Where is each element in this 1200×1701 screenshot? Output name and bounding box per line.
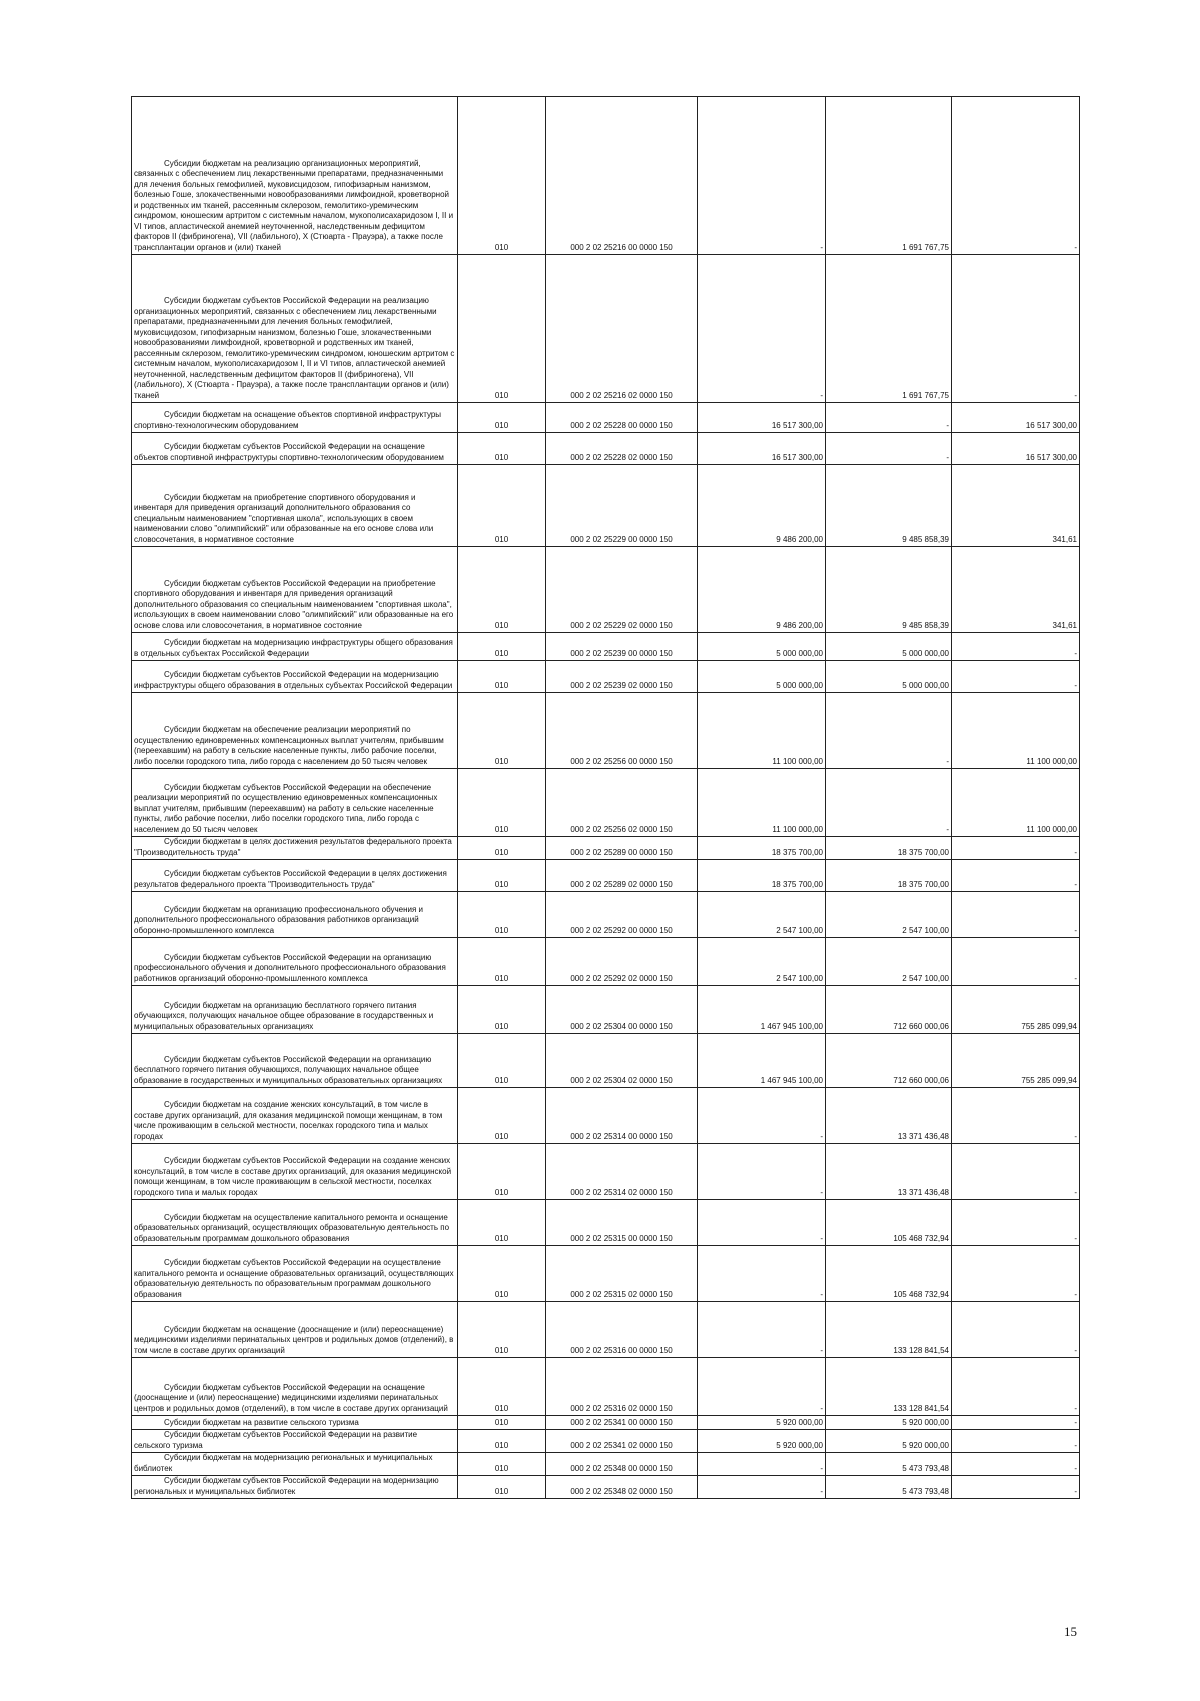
row-name-text: Субсидии бюджетам на приобретение спортивного оборудования и инвентаря для приведения организаций дополнительного образования со специальным наименованием "спортивная школа", использующих в своем наименовании слово "олимпийский" или образованные на его основе слова или словосочетания, в нормативное состояние xyxy=(134,492,434,544)
row-name-text: Субсидии бюджетам субъектов Российской Федерации на оснащение (дооснащение и (или) переоснащение) медицинскими изделиями перинатальных центров и родильных домов (отделений), в том числе в составе других организаций xyxy=(134,1382,448,1413)
row-executed-cell: 712 660 000,06 xyxy=(826,1034,952,1088)
row-name-text: Субсидии бюджетам на оснащение объектов спортивной инфраструктуры спортивно-технологическим оборудованием xyxy=(134,410,442,430)
table-row xyxy=(132,1453,1080,1476)
row-kbk-cell: 000 2 02 25216 02 0000 150 xyxy=(546,255,698,403)
row-code-cell: 010 xyxy=(458,837,546,860)
row-name-text: Субсидии бюджетам субъектов Российской Федерации на организацию профессионального обучения и дополнительного профессионального образования работников организаций оборонно-промышленного комплекса xyxy=(134,952,446,983)
row-unexecuted-cell: 11 100 000,00 xyxy=(952,693,1080,769)
row-approved-cell: 5 920 000,00 xyxy=(698,1430,826,1453)
table-row xyxy=(132,1088,1080,1144)
row-name-cell xyxy=(132,860,458,892)
row-unexecuted-cell: - xyxy=(952,1453,1080,1476)
row-kbk-cell: 000 2 02 25256 00 0000 150 xyxy=(546,693,698,769)
row-name-text: Субсидии бюджетам на обеспечение реализации мероприятий по осуществлению единовременных компенсационных выплат учителям, прибывшим (переехавшим) на работу в сельские населенные пункты, либо рабочие поселки, либо поселки городского типа, либо города с населением до 50 тысяч человек xyxy=(134,725,444,766)
page-number: 15 xyxy=(1064,1624,1077,1639)
row-name-cell xyxy=(132,1416,458,1430)
row-code-cell: 010 xyxy=(458,1416,546,1430)
row-executed-cell: 9 485 858,39 xyxy=(826,465,952,547)
row-approved-cell: - xyxy=(698,1088,826,1144)
row-executed-cell: 13 371 436,48 xyxy=(826,1088,952,1144)
row-approved-cell: 9 486 200,00 xyxy=(698,465,826,547)
table-row xyxy=(132,1430,1080,1453)
row-executed-cell: 712 660 000,06 xyxy=(826,986,952,1034)
row-kbk-cell: 000 2 02 25341 02 0000 150 xyxy=(546,1430,698,1453)
row-code-cell: 010 xyxy=(458,661,546,693)
row-approved-cell: 1 467 945 100,00 xyxy=(698,1034,826,1088)
row-unexecuted-cell: 341,61 xyxy=(952,547,1080,633)
row-name-text: Субсидии бюджетам субъектов Российской Федерации на осуществление капитального ремонта и оснащение образовательных организаций, осуществляющих образовательную деятельность по образовательным программам дошкольного образования xyxy=(134,1258,454,1299)
row-name-text: Субсидии бюджетам субъектов Российской Федерации на создание женских консультаций, в том числе в составе других организаций, для оказания медицинской помощи женщинам, в том числе проживающим в сельской местности, поселках городского типа и малых городах xyxy=(134,1156,452,1197)
row-name-cell xyxy=(132,97,458,255)
row-name-cell xyxy=(132,433,458,465)
row-executed-cell: 5 473 793,48 xyxy=(826,1476,952,1499)
row-kbk-cell: 000 2 02 25314 00 0000 150 xyxy=(546,1088,698,1144)
table-row xyxy=(132,403,1080,433)
row-executed-cell: 5 473 793,48 xyxy=(826,1453,952,1476)
row-unexecuted-cell: 755 285 099,94 xyxy=(952,1034,1080,1088)
row-approved-cell: 16 517 300,00 xyxy=(698,433,826,465)
row-approved-cell: 5 920 000,00 xyxy=(698,1416,826,1430)
row-name-cell xyxy=(132,1200,458,1246)
row-kbk-cell: 000 2 02 25228 00 0000 150 xyxy=(546,403,698,433)
row-name-text: Субсидии бюджетам субъектов Российской Федерации на приобретение спортивного оборудования и инвентаря для приведения организаций дополнительного образования со специальным наименованием "спортивная школа", использующих в своем наименовании слово "олимпийский" или образованные на его основе слова или словосочетания, в нормативное состояние xyxy=(134,578,454,630)
row-code-cell: 010 xyxy=(458,547,546,633)
row-approved-cell: - xyxy=(698,1246,826,1302)
table-row xyxy=(132,661,1080,693)
row-executed-cell: 105 468 732,94 xyxy=(826,1200,952,1246)
row-executed-cell: 9 485 858,39 xyxy=(826,547,952,633)
row-kbk-cell: 000 2 02 25229 02 0000 150 xyxy=(546,547,698,633)
row-unexecuted-cell: - xyxy=(952,938,1080,986)
row-kbk-cell: 000 2 02 25292 02 0000 150 xyxy=(546,938,698,986)
row-name-text: Субсидии бюджетам субъектов Российской Федерации на обеспечение реализации мероприятий по осуществлению единовременных компенсационных выплат учителям, прибывшим (переехавшим) на работу в сельские населенные пункты, либо рабочие поселки, либо поселки городского типа, либо города с населением до 50 тысяч человек xyxy=(134,782,438,834)
row-name-cell xyxy=(132,1144,458,1200)
table-row xyxy=(132,1358,1080,1416)
row-code-cell: 010 xyxy=(458,403,546,433)
row-unexecuted-cell: - xyxy=(952,892,1080,938)
row-name-cell xyxy=(132,1246,458,1302)
row-unexecuted-cell: 16 517 300,00 xyxy=(952,403,1080,433)
row-name-text: Субсидии бюджетам на развитие сельского туризма xyxy=(164,1417,359,1427)
row-code-cell: 010 xyxy=(458,1088,546,1144)
row-approved-cell: - xyxy=(698,255,826,403)
row-kbk-cell: 000 2 02 25316 00 0000 150 xyxy=(546,1302,698,1358)
row-unexecuted-cell: 341,61 xyxy=(952,465,1080,547)
table-row xyxy=(132,1200,1080,1246)
row-unexecuted-cell: - xyxy=(952,1358,1080,1416)
row-name-text: Субсидии бюджетам субъектов Российской Федерации на организацию бесплатного горячего питания обучающихся, получающих начальное общее образование в государственных и муниципальных образовательных организациях xyxy=(134,1054,443,1085)
row-kbk-cell: 000 2 02 25289 02 0000 150 xyxy=(546,860,698,892)
row-executed-cell: 18 375 700,00 xyxy=(826,837,952,860)
row-approved-cell: - xyxy=(698,1453,826,1476)
row-executed-cell: 2 547 100,00 xyxy=(826,938,952,986)
row-name-text: Субсидии бюджетам субъектов Российской Федерации на развитие сельского туризма xyxy=(134,1430,418,1450)
row-name-cell xyxy=(132,403,458,433)
row-executed-cell: 133 128 841,54 xyxy=(826,1302,952,1358)
row-unexecuted-cell: - xyxy=(952,97,1080,255)
table-row xyxy=(132,1302,1080,1358)
table-row xyxy=(132,465,1080,547)
row-code-cell: 010 xyxy=(458,1246,546,1302)
row-executed-cell: - xyxy=(826,693,952,769)
row-name-text: Субсидии бюджетам на модернизацию региональных и муниципальных библиотек xyxy=(134,1453,433,1473)
row-kbk-cell: 000 2 02 25229 00 0000 150 xyxy=(546,465,698,547)
table-row xyxy=(132,938,1080,986)
row-kbk-cell: 000 2 02 25292 00 0000 150 xyxy=(546,892,698,938)
row-code-cell: 010 xyxy=(458,465,546,547)
row-name-cell xyxy=(132,693,458,769)
row-name-cell xyxy=(132,1034,458,1088)
row-kbk-cell: 000 2 02 25315 00 0000 150 xyxy=(546,1200,698,1246)
row-name-cell xyxy=(132,1430,458,1453)
row-name-cell xyxy=(132,892,458,938)
row-name-text: Субсидии бюджетам на оснащение (дооснащение и (или) переоснащение) медицинскими изделиями перинатальных центров и родильных домов (отделений), в том числе в составе других организаций xyxy=(134,1324,454,1355)
row-name-text: Субсидии бюджетам субъектов Российской Федерации на реализацию организационных мероприятий, связанных с обеспечением лиц лекарственными препаратами, предназначенными для лечения больных гемофилией, муковисцидозом, гипофизарным нанизмом, болезнью Гоше, злокачественными новообразованиями лимфоидной, кроветворной и родственных им тканей, рассеянным склерозом, гемолитико-уремическим синдромом, юношеским артритом с системным началом, мукополисахаридозом I, II и VI типов, апластической анемией неуточненной, наследственным дефицитом факторов II (фибриногена), VII (лабильного), X (Стюарта - Прауэра), а также после трансплантации органов и (или) тканей xyxy=(134,296,455,400)
row-name-text: Субсидии бюджетам на организацию профессионального обучения и дополнительного профессионального образования работников организаций оборонно-промышленного комплекса xyxy=(134,904,424,935)
table-row xyxy=(132,892,1080,938)
row-name-text: Субсидии бюджетам на организацию бесплатного горячего питания обучающихся, получающих начальное общее образование в государственных и муниципальных образовательных организациях xyxy=(134,1000,434,1031)
table-row xyxy=(132,986,1080,1034)
row-unexecuted-cell: - xyxy=(952,1476,1080,1499)
row-name-cell xyxy=(132,633,458,661)
row-code-cell: 010 xyxy=(458,693,546,769)
row-unexecuted-cell: - xyxy=(952,661,1080,693)
row-name-cell xyxy=(132,1302,458,1358)
row-name-cell xyxy=(132,1358,458,1416)
row-name-cell xyxy=(132,465,458,547)
row-kbk-cell: 000 2 02 25348 02 0000 150 xyxy=(546,1476,698,1499)
table-row xyxy=(132,837,1080,860)
row-unexecuted-cell: 755 285 099,94 xyxy=(952,986,1080,1034)
table-row xyxy=(132,693,1080,769)
row-code-cell: 010 xyxy=(458,255,546,403)
row-kbk-cell: 000 2 02 25341 00 0000 150 xyxy=(546,1416,698,1430)
revenue-table-body xyxy=(132,97,1080,1499)
row-name-text: Субсидии бюджетам на модернизацию инфраструктуры общего образования в отдельных субъектах Российской Федерации xyxy=(134,638,453,658)
row-name-cell xyxy=(132,938,458,986)
row-unexecuted-cell: - xyxy=(952,255,1080,403)
row-unexecuted-cell: 16 517 300,00 xyxy=(952,433,1080,465)
row-executed-cell: 1 691 767,75 xyxy=(826,255,952,403)
row-unexecuted-cell: - xyxy=(952,1302,1080,1358)
row-name-text: Субсидии бюджетам на реализацию организационных мероприятий, связанных с обеспечением лиц лекарственными препаратами, предназначенными для лечения больных гемофилией, муковисцидозом, гипофизарным нанизмом, болезнью Гоше, злокачественными новообразованиями лимфоидной, кроветворной и родственных им тканей, рассеянным склерозом, гемолитико-уремическим синдромом, юношеским артритом с системным началом, мукополисахаридозом I, II и VI типов, апластической анемией неуточненной, наследственным дефицитом факторов II (фибриногена), VII (лабильного), X (Стюарта - Прауэра), а также после трансплантации органов и (или) тканей xyxy=(134,158,454,252)
row-approved-cell: 18 375 700,00 xyxy=(698,860,826,892)
row-code-cell: 010 xyxy=(458,986,546,1034)
row-name-text: Субсидии бюджетам субъектов Российской Федерации на модернизацию региональных и муниципальных библиотек xyxy=(134,1476,439,1496)
row-approved-cell: 11 100 000,00 xyxy=(698,769,826,837)
row-code-cell: 010 xyxy=(458,892,546,938)
revenue-table xyxy=(131,96,1080,1499)
row-kbk-cell: 000 2 02 25304 02 0000 150 xyxy=(546,1034,698,1088)
row-code-cell: 010 xyxy=(458,1034,546,1088)
row-code-cell: 010 xyxy=(458,633,546,661)
row-code-cell: 010 xyxy=(458,1476,546,1499)
row-approved-cell: - xyxy=(698,97,826,255)
row-executed-cell: - xyxy=(826,769,952,837)
row-unexecuted-cell: - xyxy=(952,1200,1080,1246)
row-approved-cell: 5 000 000,00 xyxy=(698,633,826,661)
row-executed-cell: - xyxy=(826,433,952,465)
row-unexecuted-cell: 11 100 000,00 xyxy=(952,769,1080,837)
row-approved-cell: 16 517 300,00 xyxy=(698,403,826,433)
row-code-cell: 010 xyxy=(458,1430,546,1453)
table-row xyxy=(132,1476,1080,1499)
table-row xyxy=(132,1416,1080,1430)
row-executed-cell: 2 547 100,00 xyxy=(826,892,952,938)
row-code-cell: 010 xyxy=(458,1144,546,1200)
row-kbk-cell: 000 2 02 25348 00 0000 150 xyxy=(546,1453,698,1476)
row-unexecuted-cell: - xyxy=(952,1088,1080,1144)
table-row xyxy=(132,1034,1080,1088)
row-code-cell: 010 xyxy=(458,1453,546,1476)
row-name-cell xyxy=(132,255,458,403)
row-executed-cell: 18 375 700,00 xyxy=(826,860,952,892)
table-row xyxy=(132,547,1080,633)
row-unexecuted-cell: - xyxy=(952,633,1080,661)
row-name-cell xyxy=(132,986,458,1034)
row-kbk-cell: 000 2 02 25228 02 0000 150 xyxy=(546,433,698,465)
row-unexecuted-cell: - xyxy=(952,1144,1080,1200)
row-approved-cell: 2 547 100,00 xyxy=(698,938,826,986)
row-approved-cell: - xyxy=(698,1144,826,1200)
row-kbk-cell: 000 2 02 25315 02 0000 150 xyxy=(546,1246,698,1302)
row-kbk-cell: 000 2 02 25314 02 0000 150 xyxy=(546,1144,698,1200)
row-executed-cell: 1 691 767,75 xyxy=(826,97,952,255)
row-code-cell: 010 xyxy=(458,938,546,986)
row-name-text: Субсидии бюджетам в целях достижения результатов федерального проекта "Производительность труда" xyxy=(134,837,452,857)
row-name-text: Субсидии бюджетам субъектов Российской Федерации на модернизацию инфраструктуры общего образования в отдельных субъектах Российской Федерации xyxy=(134,670,453,690)
row-name-cell xyxy=(132,661,458,693)
row-unexecuted-cell: - xyxy=(952,1416,1080,1430)
table-row xyxy=(132,1144,1080,1200)
row-kbk-cell: 000 2 02 25304 00 0000 150 xyxy=(546,986,698,1034)
table-row xyxy=(132,255,1080,403)
row-approved-cell: 11 100 000,00 xyxy=(698,693,826,769)
table-row xyxy=(132,1246,1080,1302)
table-row xyxy=(132,860,1080,892)
row-code-cell: 010 xyxy=(458,1302,546,1358)
row-name-cell xyxy=(132,1453,458,1476)
row-executed-cell: 5 920 000,00 xyxy=(826,1430,952,1453)
row-code-cell: 010 xyxy=(458,860,546,892)
row-code-cell: 010 xyxy=(458,1358,546,1416)
row-kbk-cell: 000 2 02 25239 00 0000 150 xyxy=(546,633,698,661)
row-name-text: Субсидии бюджетам на создание женских консультаций, в том числе в составе других организаций, для оказания медицинской помощи женщинам, в том числе проживающим в сельской местности, поселках городского типа и малых городах xyxy=(134,1100,443,1141)
row-unexecuted-cell: - xyxy=(952,1246,1080,1302)
row-name-text: Субсидии бюджетам субъектов Российской Федерации на оснащение объектов спортивной инфраструктуры спортивно-технологическим оборудованием xyxy=(134,442,444,462)
row-executed-cell: 5 000 000,00 xyxy=(826,661,952,693)
row-executed-cell: 133 128 841,54 xyxy=(826,1358,952,1416)
row-kbk-cell: 000 2 02 25316 02 0000 150 xyxy=(546,1358,698,1416)
row-code-cell: 010 xyxy=(458,1200,546,1246)
table-row xyxy=(132,433,1080,465)
row-approved-cell: 5 000 000,00 xyxy=(698,661,826,693)
row-approved-cell: - xyxy=(698,1476,826,1499)
row-kbk-cell: 000 2 02 25239 02 0000 150 xyxy=(546,661,698,693)
row-approved-cell: 9 486 200,00 xyxy=(698,547,826,633)
row-executed-cell: 5 000 000,00 xyxy=(826,633,952,661)
row-code-cell: 010 xyxy=(458,97,546,255)
row-unexecuted-cell: - xyxy=(952,860,1080,892)
row-approved-cell: 2 547 100,00 xyxy=(698,892,826,938)
row-name-text: Субсидии бюджетам субъектов Российской Федерации в целях достижения результатов федерального проекта "Производительность труда" xyxy=(134,869,447,889)
row-name-cell xyxy=(132,769,458,837)
row-executed-cell: 13 371 436,48 xyxy=(826,1144,952,1200)
row-name-text: Субсидии бюджетам на осуществление капитального ремонта и оснащение образовательных организаций, осуществляющих образовательную деятельность по образовательным программам дошкольного образования xyxy=(134,1212,450,1243)
row-code-cell: 010 xyxy=(458,769,546,837)
table-row xyxy=(132,633,1080,661)
row-approved-cell: - xyxy=(698,1200,826,1246)
row-executed-cell: 5 920 000,00 xyxy=(826,1416,952,1430)
row-kbk-cell: 000 2 02 25216 00 0000 150 xyxy=(546,97,698,255)
row-unexecuted-cell: - xyxy=(952,1430,1080,1453)
row-executed-cell: - xyxy=(826,403,952,433)
row-name-cell xyxy=(132,547,458,633)
row-name-cell xyxy=(132,837,458,860)
row-kbk-cell: 000 2 02 25289 00 0000 150 xyxy=(546,837,698,860)
row-executed-cell: 105 468 732,94 xyxy=(826,1246,952,1302)
row-approved-cell: 18 375 700,00 xyxy=(698,837,826,860)
table-row xyxy=(132,97,1080,255)
row-approved-cell: 1 467 945 100,00 xyxy=(698,986,826,1034)
row-approved-cell: - xyxy=(698,1302,826,1358)
row-code-cell: 010 xyxy=(458,433,546,465)
row-name-cell xyxy=(132,1088,458,1144)
row-name-cell xyxy=(132,1476,458,1499)
table-row xyxy=(132,769,1080,837)
row-kbk-cell: 000 2 02 25256 02 0000 150 xyxy=(546,769,698,837)
row-unexecuted-cell: - xyxy=(952,837,1080,860)
row-approved-cell: - xyxy=(698,1358,826,1416)
